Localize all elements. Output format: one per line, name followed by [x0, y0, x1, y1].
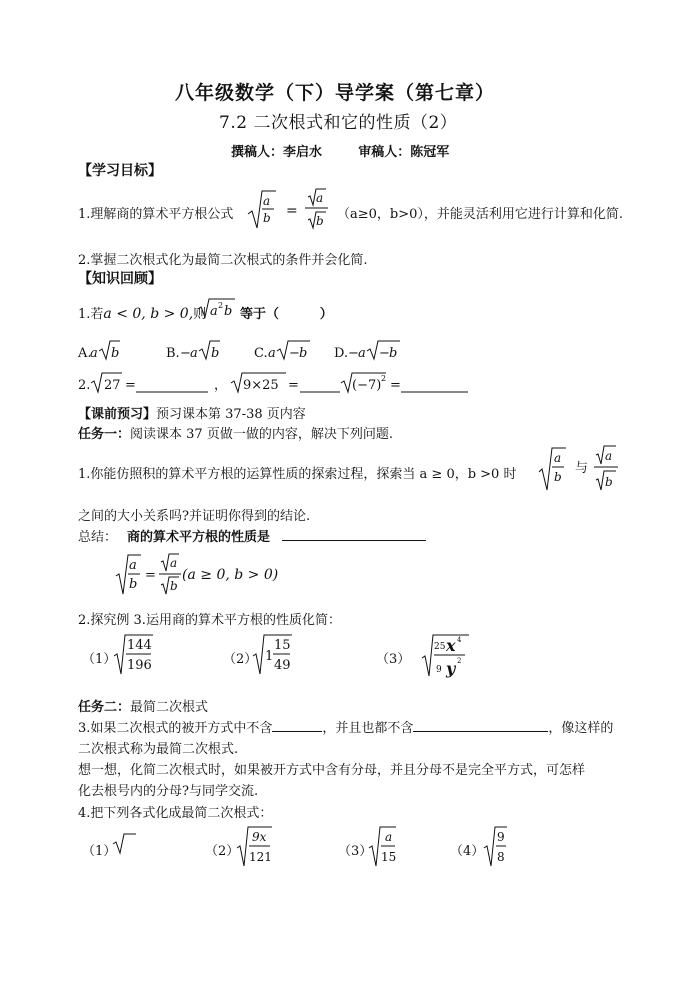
svg-text:=: = — [286, 203, 298, 219]
authors-line: 撰稿人：李启水 审稿人：陈冠军 — [231, 145, 450, 160]
sqrt-a2b — [197, 297, 237, 321]
svg-text:27: 27 — [104, 378, 121, 393]
summary-line: 总结： 商的算术平方根的性质是 — [78, 530, 271, 545]
ex3-n2: （2） — [223, 652, 258, 667]
ex3-expr-3 — [421, 632, 481, 680]
svg-text:15: 15 — [381, 850, 397, 864]
svg-text:196: 196 — [127, 658, 152, 673]
svg-text:y: y — [446, 659, 456, 678]
quotient-sqrt-formula — [246, 188, 336, 236]
quotient-property-formula — [115, 552, 295, 600]
svg-text:(a ≥ 0, b > 0): (a ≥ 0, b > 0) — [182, 567, 279, 583]
svg-text:25: 25 — [434, 642, 446, 652]
svg-text:9: 9 — [497, 830, 505, 844]
option-d-expr — [348, 339, 408, 363]
preview-q1-exprs — [538, 444, 628, 496]
svg-text:2: 2 — [381, 374, 387, 383]
q4-expr-4 — [483, 824, 513, 870]
svg-text:a: a — [268, 346, 276, 361]
preview-q1-text: 1.你能仿照积的算术平方根的运算性质的探索过程，探索当 a ≥ 0，b >0 时 — [78, 467, 517, 482]
svg-text:b: b — [211, 346, 220, 361]
svg-text:4: 4 — [457, 636, 462, 644]
svg-text:9×25: 9×25 — [243, 378, 279, 393]
option-b-expr — [180, 339, 230, 363]
svg-text:121: 121 — [249, 850, 272, 864]
page-title: 八年级数学（下）导学案（第七章） — [175, 82, 496, 104]
svg-text:2: 2 — [457, 657, 462, 665]
svg-text:与: 与 — [575, 461, 589, 476]
option-a-expr — [90, 339, 130, 363]
svg-text:=: = — [390, 378, 401, 393]
svg-text:a: a — [385, 830, 393, 844]
svg-text:=: = — [125, 378, 136, 393]
q3-blank-2 — [413, 719, 548, 732]
svg-text:a: a — [170, 556, 178, 570]
ex3-expr-2 — [252, 632, 302, 678]
formula-a: a — [263, 194, 271, 208]
svg-text:−: − — [379, 346, 390, 361]
svg-text:a: a — [554, 451, 562, 465]
svg-text:b: b — [316, 214, 324, 228]
svg-text:15: 15 — [274, 638, 291, 653]
svg-text:1: 1 — [265, 649, 274, 664]
review-q1: 1.若a < 0, b > 0,则 — [78, 306, 207, 322]
svg-text:a: a — [90, 346, 98, 361]
option-d-label: D. — [334, 346, 349, 361]
svg-text:−: − — [348, 346, 359, 361]
svg-text:=: = — [288, 378, 299, 393]
preview-heading: 【课前预习】 — [78, 407, 157, 422]
svg-text:x: x — [446, 636, 456, 655]
svg-text:b: b — [299, 346, 308, 361]
svg-text:a: a — [129, 558, 137, 573]
svg-text:b: b — [129, 577, 138, 592]
svg-text:=: = — [145, 568, 156, 583]
task2-think-1: 想一想，化简二次根式时，如果被开方式中含有分母，并且分母不是完全平方式，可怎样 — [78, 763, 586, 778]
q4-n4: （4） — [450, 844, 485, 859]
svg-text:a: a — [190, 346, 198, 361]
svg-text:a: a — [605, 449, 613, 463]
preview-line: 【课前预习】预习课本第 37-38 页内容 — [78, 407, 306, 422]
objective-1-prefix: 1.理解商的算术平方根公式 — [78, 207, 234, 222]
task1-line: 任务一：阅读课本 37 页做一做的内容，解决下列问题. — [78, 427, 393, 442]
q4-n3: （3） — [338, 844, 373, 859]
svg-text:2: 2 — [218, 301, 224, 310]
objectives-heading: 【学习目标】 — [78, 163, 162, 179]
svg-text:b: b — [605, 475, 613, 489]
task2-q4: 4.把下列各式化成最简二次根式： — [78, 806, 273, 821]
task2-q3-line2: 二次根式称为最简二次根式. — [78, 742, 239, 757]
task2-think-2: 化去根号内的分母?与同学交流. — [78, 784, 259, 799]
q3-blank-1 — [272, 719, 322, 732]
task2-q3-line1: 3.如果二次根式的被开方式中不含 ，并且也都不含 ，像这样的 — [78, 721, 614, 736]
svg-text:b: b — [224, 304, 233, 319]
svg-text:9: 9 — [436, 665, 442, 675]
svg-text:a: a — [316, 191, 324, 205]
summary-blank — [282, 540, 426, 541]
option-b-label: B. — [166, 346, 180, 361]
svg-text:8: 8 — [497, 850, 505, 864]
review-q1-answer: 等于（ ） — [240, 307, 333, 322]
svg-text:b: b — [554, 470, 562, 484]
ex3-n1: （1） — [82, 652, 117, 667]
objective-2: 2.掌握二次根式化为最简二次根式的条件并会化简. — [78, 253, 368, 268]
svg-text:−: − — [180, 346, 191, 361]
task2-line: 任务二：最简二次根式 — [78, 700, 209, 715]
svg-text:(−7): (−7) — [352, 378, 382, 393]
svg-text:9x: 9x — [252, 830, 267, 844]
svg-text:144: 144 — [127, 638, 152, 653]
preview-q1-text2: 之间的大小关系吗?并证明你得到的结论. — [78, 509, 311, 524]
svg-text:a: a — [210, 304, 218, 319]
ex3-n3: （3） — [376, 652, 411, 667]
svg-text:b: b — [389, 346, 398, 361]
svg-text:，: ， — [214, 378, 228, 393]
q4-n1: （1） — [82, 844, 117, 859]
svg-text:a: a — [358, 346, 366, 361]
ex3-expr-1 — [113, 632, 163, 678]
q4-n2: （2） — [205, 844, 240, 859]
svg-text:b: b — [170, 579, 178, 593]
page-subtitle: 7.2 二次根式和它的性质（2） — [219, 113, 458, 133]
svg-text:b: b — [111, 346, 120, 361]
review-heading: 【知识回顾】 — [78, 271, 162, 287]
q4-expr-1 — [112, 832, 142, 856]
review-q2-exprs — [90, 371, 480, 397]
q4-expr-2 — [236, 824, 280, 870]
svg-text:b: b — [263, 211, 271, 225]
q4-expr-3 — [368, 824, 404, 870]
objective-1-suffix: （a≥0，b>0），并能灵活利用它进行计算和化简. — [337, 207, 624, 222]
svg-text:−: − — [289, 346, 300, 361]
review-q2-label: 2. — [78, 378, 91, 393]
option-c-expr — [268, 339, 318, 363]
option-a-label: A. — [78, 346, 92, 361]
svg-text:49: 49 — [274, 658, 291, 673]
option-c-label: C. — [254, 346, 268, 361]
preview-q2-text: 2.探究例 3.运用商的算术平方根的性质化简： — [78, 613, 341, 628]
